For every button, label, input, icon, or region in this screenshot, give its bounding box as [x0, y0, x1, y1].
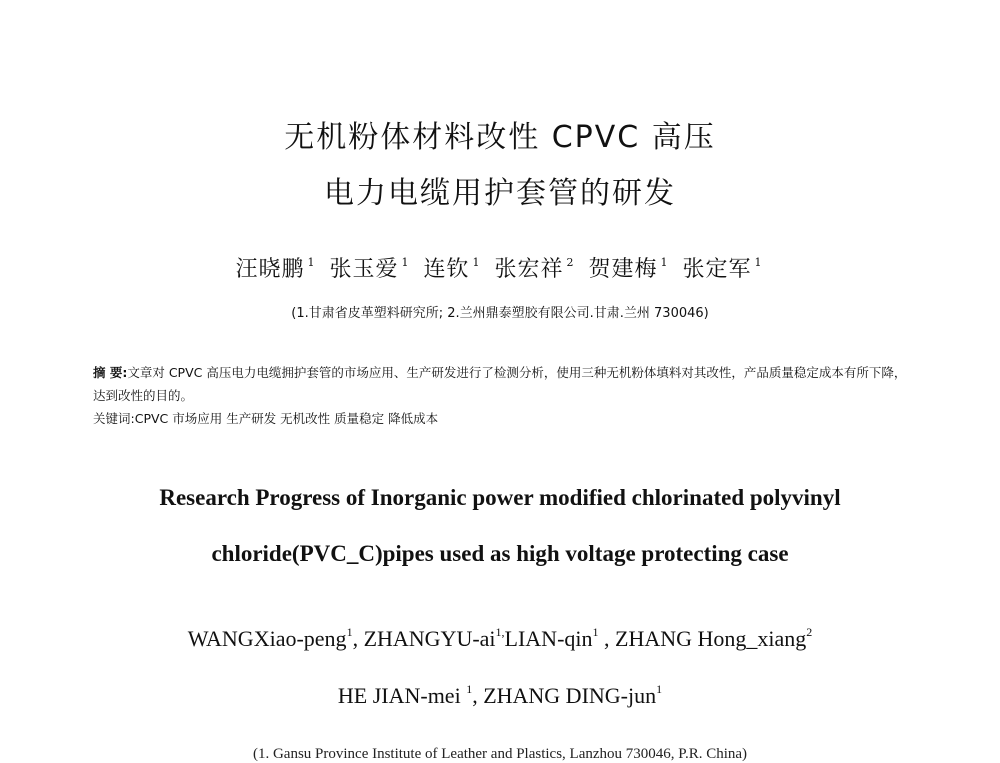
author-cn: 张玉爱 $^1$	[329, 256, 410, 282]
title-en-line-2: chloride(PVC_C)pipes used as high voltage protecting case	[211, 541, 789, 566]
author-en: HE JIAN-mei	[337, 683, 467, 708]
author-cn: 张宏祥 $^2$	[494, 256, 575, 282]
keywords	[93, 407, 913, 430]
authors-en-line-1: WANGXiao-peng$^1$, ZHANGYU-$ai^{1,}LIAN-qin^1$ , ZHANG Hong_xiang$^2$	[187, 625, 813, 651]
author-cn: 连钦 $^1$	[423, 256, 481, 282]
title-cn-line-1: 无机粉体材料改性 CPVC 高压	[284, 120, 716, 155]
author-cn: 张定军 $^1$	[682, 256, 763, 282]
title-en-line-1: Research Progress of Inorganic power modified chlorinated polyvinyl	[159, 485, 841, 510]
abstract	[93, 361, 913, 407]
authors-cn	[0, 252, 1000, 283]
author-cn: 贺建梅 $^1$	[588, 256, 669, 282]
keywords-text: CPVC 市场应用 生产研发 无机改性 质量稳定 降低成本	[134, 411, 439, 426]
author-cn: 汪晓鹏 $^1$	[235, 256, 316, 282]
author-en: ZHANG DING-jun	[483, 683, 657, 708]
abstract-text: 文章对 CPVC 高压电力电缆拥护套管的市场应用、生产研发进行了检测分析，使用三种无机粉体填料对其改性，产品质量稳定成本有所下降，达到改性的目的。	[93, 365, 907, 403]
author-en: WANGXiao-peng	[187, 626, 347, 651]
keywords-label: 关键词:	[93, 411, 135, 426]
abstract-block	[93, 361, 913, 430]
title-cn-line-2: 电力电缆用护套管的研发	[324, 176, 676, 211]
author-en: ZHANG Hong_xiang	[615, 626, 807, 651]
affiliations-en: (1. Gansu Province Institute of Leather and Plastics, Lanzhou 730046, P.R. China)	[252, 746, 748, 762]
abstract-label: 摘 要:	[93, 365, 128, 380]
authors-en-line-2: HE JIAN-mei $^1$, ZHANG DING-jun$^1$	[337, 682, 663, 708]
affiliations-cn: (1.甘肃省皮革塑料研究所; 2.兰州鼎泰塑胶有限公司.甘肃.兰州 730046)	[291, 306, 709, 321]
author-en: ZHANGYU-ai	[363, 626, 496, 651]
author-en: LIAN-qin	[504, 626, 593, 651]
